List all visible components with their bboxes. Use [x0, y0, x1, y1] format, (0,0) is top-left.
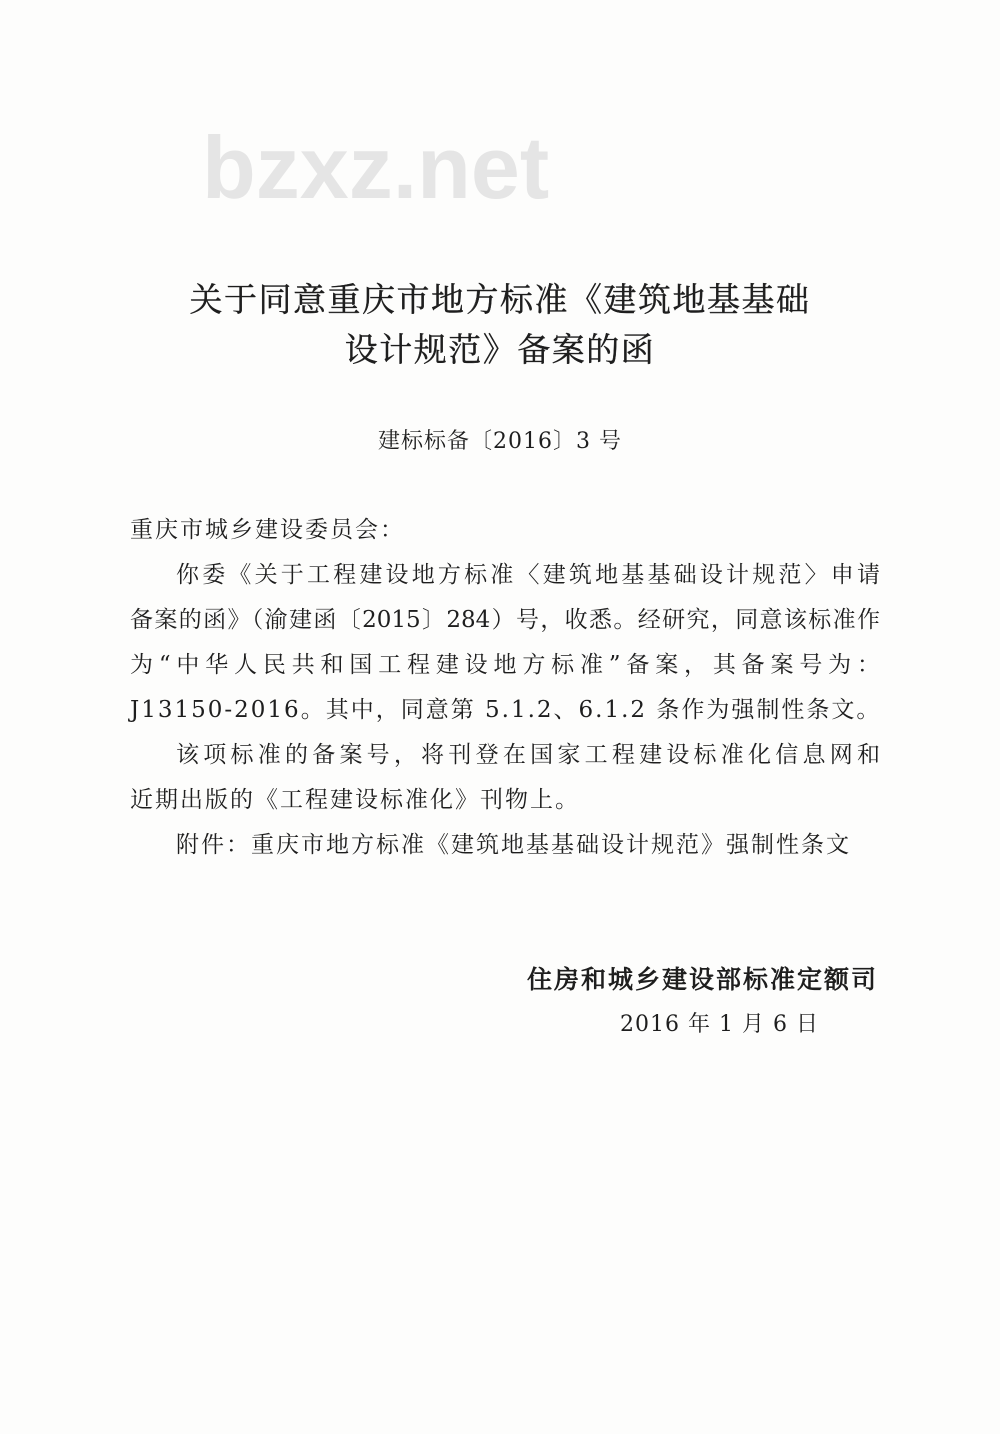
- salutation: [130, 508, 880, 553]
- paragraph-line: 你委《关于工程建设地方标准〈建筑地基基础设计规范〉申请: [176, 562, 880, 588]
- salutation-text: 重庆市城乡建设委员会：: [130, 517, 405, 543]
- issue-date: 2016 年 1 月 6 日: [620, 1012, 819, 1037]
- title-line-1: 关于同意重庆市地方标准《建筑地基基础: [189, 280, 811, 319]
- paragraph-1: [130, 553, 880, 733]
- paragraph-line: 备案的函》（渝建函〔2015〕284）号，收悉。经研究，同意该标准作: [130, 607, 880, 633]
- watermark: bzxz.net: [202, 118, 550, 217]
- paragraph-line: 该项标准的备案号，将刊登在国家工程建设标准化信息网和: [176, 742, 880, 768]
- document-number: 建标标备〔2016〕3 号: [378, 429, 622, 454]
- attachment-note: [130, 823, 880, 868]
- paragraph-line: 近期出版的《工程建设标准化》刊物上。: [130, 787, 580, 813]
- document-title: [0, 275, 1000, 375]
- paragraph-line: J13150-2016。其中，同意第 5.1.2、6.1.2 条作为强制性条文。: [130, 697, 882, 723]
- paragraph-line: 为“中华人民共和国工程建设地方标准”备案，其备案号为：: [130, 652, 880, 678]
- paragraph-line: 附件：重庆市地方标准《建筑地基基础设计规范》强制性条文: [176, 832, 851, 858]
- issuing-department: 住房和城乡建设部标准定额司: [526, 965, 878, 994]
- paragraph-2: [130, 733, 880, 823]
- title-line-2: 设计规范》备案的函: [344, 330, 656, 369]
- letter-body: [130, 508, 880, 868]
